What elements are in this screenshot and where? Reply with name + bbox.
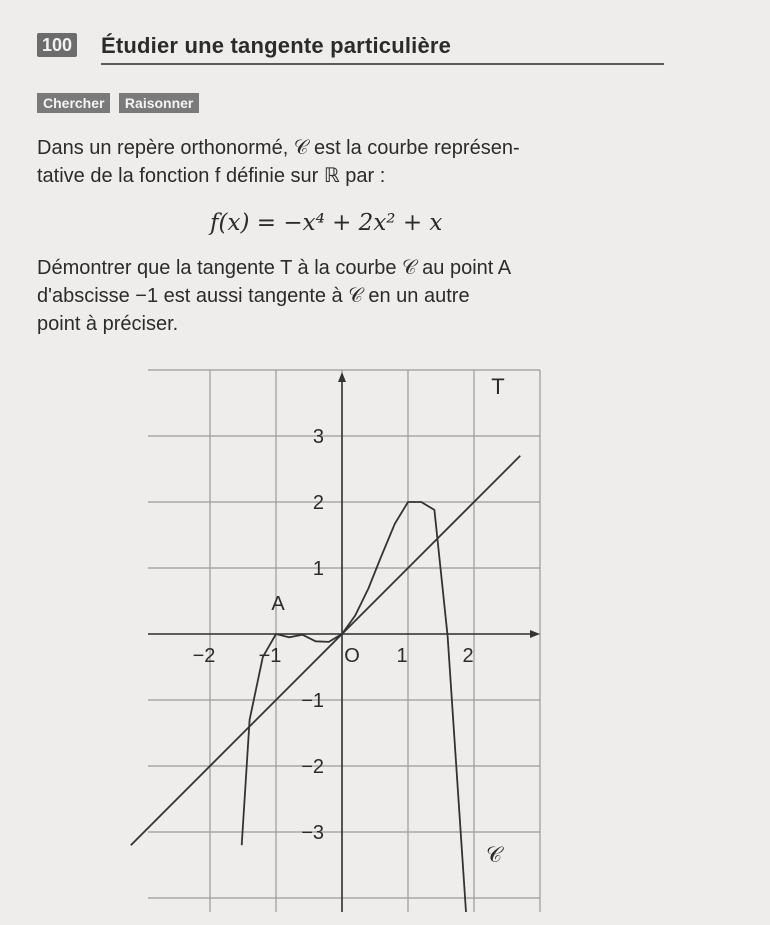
y-tick-label: −1 bbox=[301, 690, 324, 712]
y-tick-label: 3 bbox=[312, 426, 324, 448]
x-tick-label: 1 bbox=[396, 645, 408, 667]
tag-raisonner: Raisonner bbox=[119, 93, 199, 113]
function-equation: f(x) = −x⁴ + 2x² + x bbox=[210, 210, 443, 236]
intro-line-2: tative de la fonction f définie sur ℝ par : bbox=[37, 165, 386, 187]
curve-C-right-branch bbox=[448, 636, 466, 912]
task-line-2: d'abscisse −1 est aussi tangente à 𝒞 en un autre bbox=[37, 285, 470, 307]
tag-chercher: Chercher bbox=[37, 93, 110, 113]
y-tick-label: 1 bbox=[312, 558, 324, 580]
origin-label-O: O bbox=[344, 645, 360, 667]
exercise-title: Étudier une tangente particulière bbox=[101, 33, 452, 58]
x-tick-label: 2 bbox=[462, 645, 474, 667]
y-tick-label: −3 bbox=[301, 822, 324, 844]
intro-line-1: Dans un repère orthonormé, 𝒞 est la courbe représen- bbox=[37, 137, 520, 159]
tangent-label-T: T bbox=[491, 374, 505, 399]
y-axis-arrow bbox=[338, 372, 346, 382]
x-tick-label: −1 bbox=[258, 645, 282, 667]
task-line-1: Démontrer que la tangente T à la courbe 𝒞 au point A bbox=[37, 257, 512, 279]
curve-label-C: 𝒞 bbox=[485, 842, 503, 867]
y-tick-label: −2 bbox=[301, 756, 324, 778]
x-tick-label: −2 bbox=[192, 645, 216, 667]
y-tick-label: 2 bbox=[312, 492, 324, 514]
curve-C bbox=[242, 502, 448, 845]
x-axis-arrow bbox=[530, 630, 540, 638]
point-label-A: A bbox=[271, 593, 285, 615]
exercise-number-badge: 100 bbox=[37, 33, 77, 57]
task-line-3: point à préciser. bbox=[37, 313, 179, 335]
